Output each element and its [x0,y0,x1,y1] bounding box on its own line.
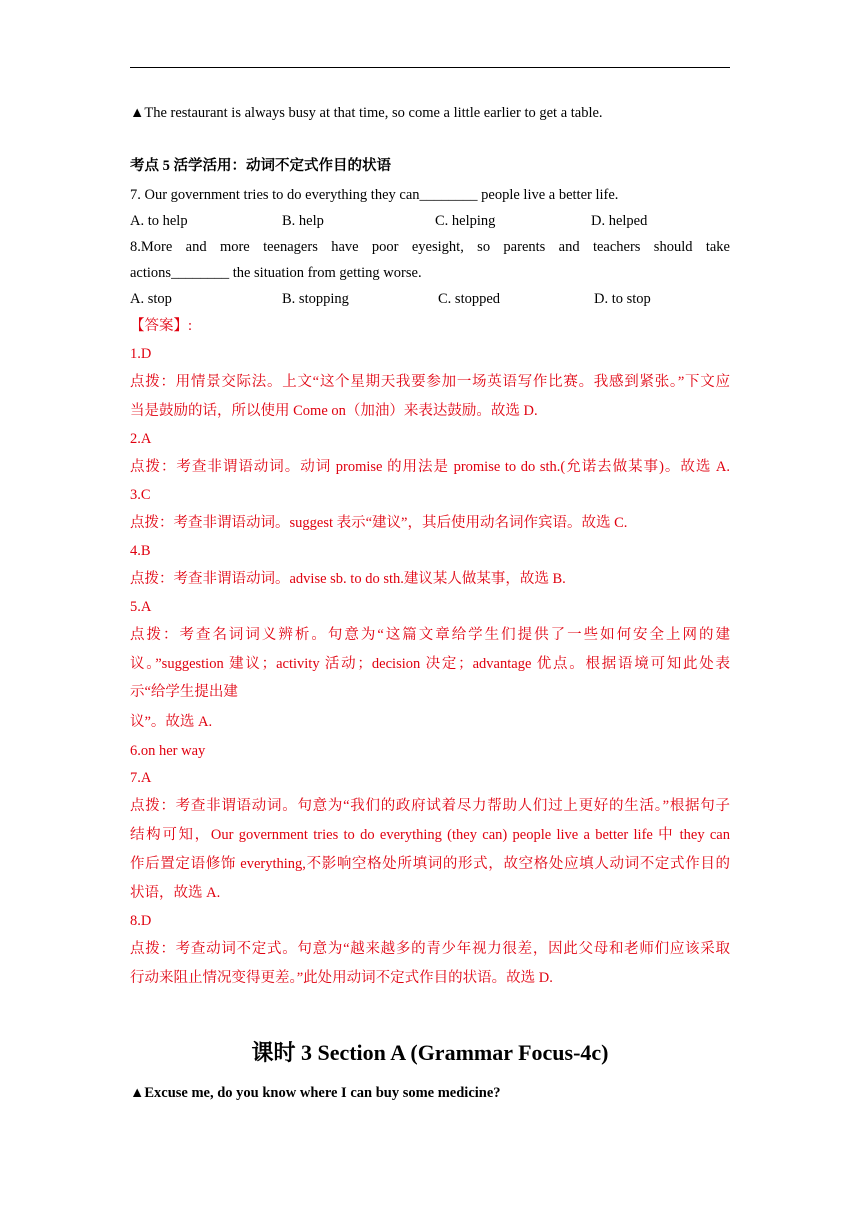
answer-5-note-line2: 议。”suggestion 建议；activity 活动；decision 决定；advantage 优点。根据语境可知此处表 [130,656,730,672]
answer-2: 2.A [130,431,152,447]
answer-7-note-line3: 作后置定语修饰 everything,不影响空格处所填词的形式，故空格处应填人动词不定式作目的 [130,856,730,872]
answer-7-note-line4: 状语，故选 A. [130,885,221,901]
answer-7-note-line2: 结构可知，Our government tries to do everything (they can) people live a better life 中 they can [130,827,730,843]
header-rule [130,67,730,68]
answer-5: 5.A [130,599,152,615]
q7-option-b: B. help [282,213,324,229]
q7-option-d: D. helped [591,213,648,229]
closing-sentence: ▲Excuse me, do you know where I can buy some medicine? [130,1085,501,1101]
q8-stem-line1: 8.More and more teenagers have poor eyesight, so parents and teachers should take [130,239,730,255]
answer-5-note-line1: 点拨：考查名词词义辨析。句意为“这篇文章给学生们提供了一些如何安全上网的建 [130,627,730,643]
q8-option-c: C. stopped [438,291,501,307]
answer-7-note-line1: 点拨：考查非谓语动词。句意为“我们的政府试着尽力帮助人们过上更好的生活。”根据句子 [130,798,730,814]
answer-6: 6.on her way [130,743,206,759]
answer-8-note-line1: 点拨：考查动词不定式。句意为“越来越多的青少年视力很差，因此父母和老师们应该采取 [130,941,730,957]
answer-1-note-line2: 当是鼓励的话，所以使用 Come on（加油）来表达鼓励。故选 D. [130,403,538,419]
answer-1: 1.D [130,346,152,362]
answer-1-note-line1: 点拨：用情景交际法。上文“这个星期天我要参加一场英语写作比赛。我感到紧张。”下文应 [130,374,730,390]
q8-option-b: B. stopping [282,291,349,307]
answer-heading: 【答案】: [130,318,193,334]
section5-heading: 考点 5 活学活用：动词不定式作目的状语 [130,158,391,174]
q7-option-c: C. helping [435,213,496,229]
q7-option-a: A. to help [130,213,188,229]
answer-5-note-line3: 示“给学生提出建 [130,684,238,700]
answer-8-note-line2: 行动来阻止情况变得更差。”此处用动词不定式作目的状语。故选 D. [130,970,553,986]
answer-7: 7.A [130,770,152,786]
q7-stem: 7. Our government tries to do everything they can________ people live a better life. [130,187,619,203]
answer-5-note-line4: 议”。故选 A. [130,714,213,730]
answer-3: 3.C [130,487,151,503]
q8-option-d: D. to stop [594,291,651,307]
answer-4-note: 点拨：考查非谓语动词。advise sb. to do sth.建议某人做某事，故选 B. [130,571,566,587]
answer-2-note: 点拨：考查非谓语动词。动词 promise 的用法是 promise to do sth.(允诺去做某事)。故选 A. [130,459,730,475]
q8-option-a: A. stop [130,291,172,307]
intro-sentence: ▲The restaurant is always busy at that time, so come a little earlier to get a table. [130,105,603,121]
answer-8: 8.D [130,913,152,929]
answer-4: 4.B [130,543,151,559]
lesson-title: 课时 3 Section A (Grammar Focus-4c) [251,1040,609,1065]
answer-3-note: 点拨：考查非谓语动词。suggest 表示“建议”，其后使用动名词作宾语。故选 C. [130,515,628,531]
q8-stem-line2: actions________ the situation from getting worse. [130,265,422,281]
